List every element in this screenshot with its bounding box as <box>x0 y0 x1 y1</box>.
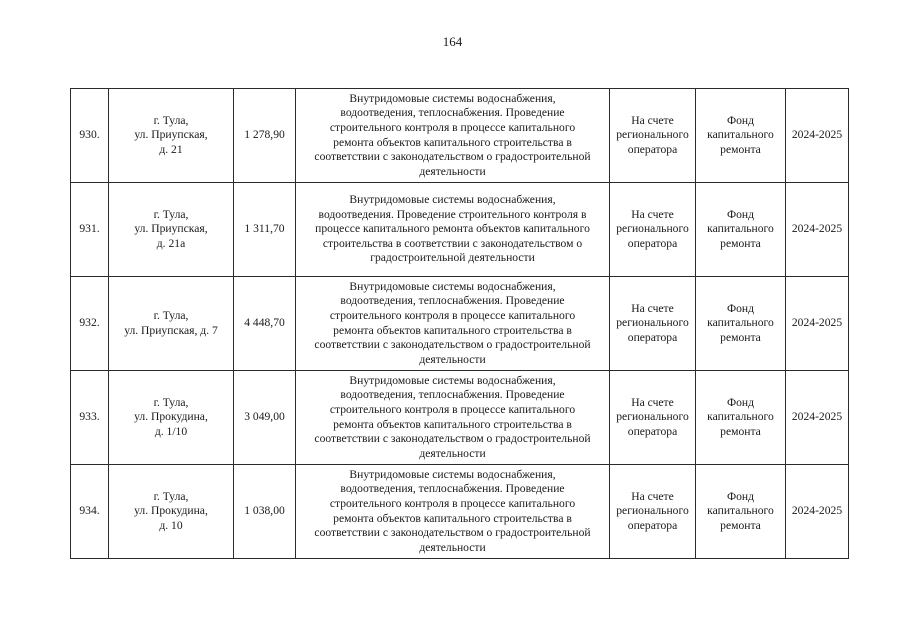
table-body <box>71 89 849 559</box>
account-type-cell <box>610 89 696 183</box>
works-description-line: строительного контроля в процессе капитального <box>329 308 576 322</box>
funding-source-line: Фонд <box>726 489 755 503</box>
works-description-line: Внутридомовые системы водоснабжения, <box>349 193 556 207</box>
address-line: ул. Прокудина, <box>134 410 208 424</box>
period-cell: 2024-2025 <box>786 465 849 559</box>
table-row <box>71 183 849 277</box>
account-type-line: На счете <box>631 489 674 503</box>
account-type-cell <box>610 183 696 277</box>
funding-source-line: ремонта <box>720 330 761 344</box>
account-type-line: На счете <box>631 113 674 127</box>
page-number: 164 <box>442 34 463 49</box>
address-cell <box>109 89 234 183</box>
row-number-cell: 930. <box>71 89 109 183</box>
works-description-line: деятельности <box>419 352 486 366</box>
works-description-line: ремонта объектов капитального строительства в <box>333 511 572 525</box>
cost-cell: 1 311,70 <box>234 183 296 277</box>
row-number-cell: 934. <box>71 465 109 559</box>
works-description-line: водоотведения, теплоснабжения. Проведение <box>340 482 565 496</box>
period-cell: 2024-2025 <box>786 371 849 465</box>
address-line: ул. Приупская, <box>134 128 208 142</box>
period-cell: 2024-2025 <box>786 277 849 371</box>
account-type-cell <box>610 277 696 371</box>
works-description-line: строительства в соответствии с законодательством о <box>322 236 583 250</box>
account-type-line: оператора <box>627 236 678 250</box>
works-description-line: процессе капитального ремонта объектов капитального <box>315 222 590 236</box>
address-cell <box>109 183 234 277</box>
works-description-line: водоотведения, теплоснабжения. Проведение <box>340 294 565 308</box>
address-line: д. 10 <box>159 518 183 532</box>
account-type-line: регионального <box>616 410 689 424</box>
funding-source-cell <box>696 277 786 371</box>
works-description-line: ремонта объектов капитального строительства в <box>333 417 572 431</box>
funding-source-cell <box>696 89 786 183</box>
address-line: г. Тула, <box>153 207 189 221</box>
address-cell <box>109 277 234 371</box>
cost-cell: 1 038,00 <box>234 465 296 559</box>
works-description-line: ремонта объектов капитального строительства в <box>333 135 572 149</box>
works-description-line: деятельности <box>419 540 486 554</box>
row-number-cell: 932. <box>71 277 109 371</box>
address-line: г. Тула, <box>153 395 189 409</box>
funding-source-line: капитального <box>707 504 774 518</box>
funding-source-cell <box>696 371 786 465</box>
address-cell <box>109 465 234 559</box>
funding-source-line: ремонта <box>720 236 761 250</box>
address-line: г. Тула, <box>153 308 189 322</box>
works-description-line: соответствии с законодательством о градостроительной <box>314 150 591 164</box>
works-description-line: строительного контроля в процессе капитального <box>329 496 576 510</box>
address-cell <box>109 371 234 465</box>
account-type-cell <box>610 465 696 559</box>
period-cell: 2024-2025 <box>786 89 849 183</box>
funding-source-line: капитального <box>707 128 774 142</box>
cost-cell: 4 448,70 <box>234 277 296 371</box>
works-description-line: водоотведения. Проведение строительного контроля в <box>318 207 587 221</box>
works-description-line: Внутридомовые системы водоснабжения, <box>349 373 556 387</box>
table-row <box>71 277 849 371</box>
address-line: г. Тула, <box>153 113 189 127</box>
account-type-line: На счете <box>631 395 674 409</box>
funding-source-cell <box>696 465 786 559</box>
cost-cell: 3 049,00 <box>234 371 296 465</box>
funding-source-line: Фонд <box>726 395 755 409</box>
address-line: г. Тула, <box>153 489 189 503</box>
funding-source-line: капитального <box>707 410 774 424</box>
account-type-line: оператора <box>627 142 678 156</box>
table-row <box>71 465 849 559</box>
address-line: ул. Прокудина, <box>134 504 208 518</box>
works-description-line: соответствии с законодательством о градостроительной <box>314 432 591 446</box>
account-type-line: оператора <box>627 330 678 344</box>
funding-source-line: капитального <box>707 316 774 330</box>
account-type-line: На счете <box>631 207 674 221</box>
works-description-line: строительного контроля в процессе капитального <box>329 120 576 134</box>
account-type-line: На счете <box>631 301 674 315</box>
funding-source-cell <box>696 183 786 277</box>
works-description-cell <box>296 371 610 465</box>
account-type-line: регионального <box>616 222 689 236</box>
address-line: д. 1/10 <box>154 424 188 438</box>
period-cell: 2024-2025 <box>786 183 849 277</box>
account-type-line: оператора <box>627 424 678 438</box>
works-description-cell <box>296 183 610 277</box>
works-description-line: деятельности <box>419 164 486 178</box>
account-type-line: оператора <box>627 518 678 532</box>
row-number-cell: 931. <box>71 183 109 277</box>
funding-source-line: ремонта <box>720 518 761 532</box>
works-description-line: Внутридомовые системы водоснабжения, <box>349 91 556 105</box>
address-line: ул. Приупская, д. 7 <box>124 323 218 337</box>
row-number-cell: 933. <box>71 371 109 465</box>
account-type-cell <box>610 371 696 465</box>
works-description-line: Внутридомовые системы водоснабжения, <box>349 279 556 293</box>
funding-source-line: ремонта <box>720 142 761 156</box>
funding-source-line: Фонд <box>726 207 755 221</box>
works-description-line: соответствии с законодательством о градостроительной <box>314 526 591 540</box>
address-line: ул. Приупская, <box>134 222 208 236</box>
works-description-cell <box>296 465 610 559</box>
table-row <box>71 371 849 465</box>
address-line: д. 21 <box>159 142 183 156</box>
works-description-line: градостроительной деятельности <box>370 251 535 265</box>
works-description-line: соответствии с законодательством о градостроительной <box>314 338 591 352</box>
funding-source-line: Фонд <box>726 113 755 127</box>
works-description-line: Внутридомовые системы водоснабжения, <box>349 467 556 481</box>
works-description-line: деятельности <box>419 446 486 460</box>
funding-source-line: Фонд <box>726 301 755 315</box>
works-description-line: строительного контроля в процессе капитального <box>329 402 576 416</box>
works-description-cell <box>296 277 610 371</box>
works-description-line: ремонта объектов капитального строительства в <box>333 323 572 337</box>
funding-source-line: капитального <box>707 222 774 236</box>
account-type-line: регионального <box>616 316 689 330</box>
account-type-line: регионального <box>616 504 689 518</box>
account-type-line: регионального <box>616 128 689 142</box>
table-row <box>71 89 849 183</box>
funding-source-line: ремонта <box>720 424 761 438</box>
works-description-cell <box>296 89 610 183</box>
works-description-line: водоотведения, теплоснабжения. Проведение <box>340 388 565 402</box>
address-line: д. 21а <box>156 236 186 250</box>
works-description-line: водоотведения, теплоснабжения. Проведение <box>340 106 565 120</box>
repair-schedule-table <box>70 88 849 559</box>
cost-cell: 1 278,90 <box>234 89 296 183</box>
